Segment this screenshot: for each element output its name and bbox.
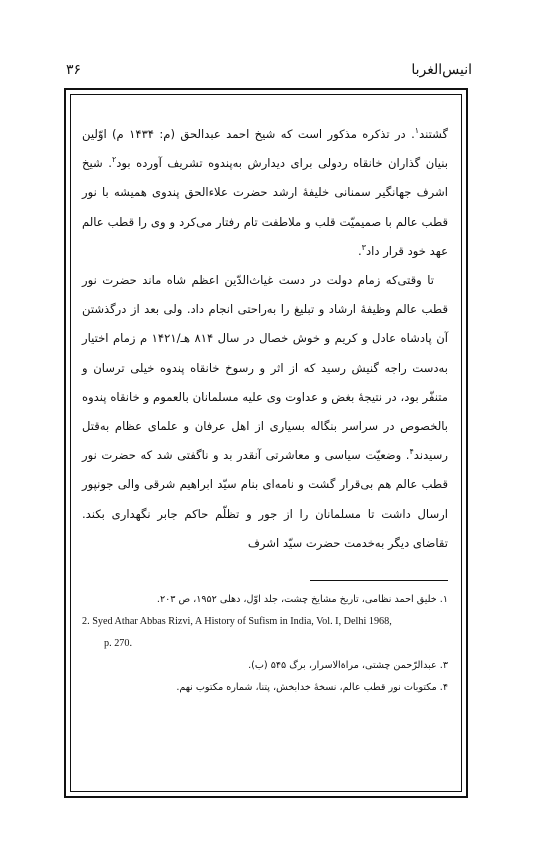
footnote-divider — [310, 580, 448, 581]
footnotes — [82, 589, 448, 699]
footnote-2-continuation: p. 270. — [104, 638, 133, 650]
page-number: ۳۶ — [66, 62, 82, 78]
body-text — [82, 120, 448, 558]
footnote-4: ۴. مکتوبات نور قطب عالم، نسخهٔ خدابخش، پتنا، شماره مکتوب نهم. — [176, 682, 448, 694]
footnote-1: ۱. خلیق احمد نظامی، تاریخ مشایخ چشت، جلد اوّل، دهلی ۱۹۵۲، ص ۲۰۳. — [156, 594, 448, 606]
footnote-2 — [82, 611, 448, 655]
page-content — [82, 120, 448, 699]
footnote-2-text: 2. Syed Athar Abbas Rizvi, A History of Sufism in India, Vol. I, Delhi 1968, — [82, 616, 392, 628]
footnote-3: ۳. عبدالرّحمن چشتی، مراةالاسرار، برگ ۵۴۵ (ب). — [248, 660, 448, 672]
book-title: انیس‌الغربا — [411, 62, 472, 78]
paragraph-2: تا وقتی‌که زمام دولت در دست غیاث‌الدّین اعظم شاه ماند حضرت نور قطب عالم وظیفهٔ ارشاد و تبلیغ را به‌راحتی انجام داد. ولی بعد از درگذشتن آن پادشاه عادل و کریم و خوش خصال در سال ۸۱۴ هـ/۱۴۲۱ م زمام اختیار به‌دست راجه گنیش رسید که از اثر و رسوخ خانقاه پندوه خیلی ترسان و متنفّر بود، در نتیجهٔ بغض و عداوت وی علیه مسلمانان بالعموم و خانقاه پندوه بالخصوص در سراسر بنگاله بسیاری از اهل عرفان و علمای عظام به‌قتل رسیدند$^۴$. وضعیّت سیاسی و معاشرتی آنقدر بد و ناگفتی شد که حضرت نور قطب عالم هم بی‌قرار گشت و نامه‌ای بنام سیّد ابراهیم شرقی والی جونپور ارسال داشت تا مسلمانان را از جور و تظلّم حاکم جابر نگهداری بکند. تقاضای دیگر به‌خدمت حضرت سیّد اشرف — [82, 273, 448, 550]
paragraph-1: گشتند$^۱$. در تذکره مذکور است که شیخ احمد عبدالحق (م: ۱۴۳۴ م) اوّلین بنیان گذاران خانقاه ردولی برای دیدارش به‌پندوه تشریف آورده بود$^۲$. شیخ اشرف جهانگیر سمنانی خلیفهٔ ارشد حضرت علاءالحق پندوی همیشه با نور قطب عالم با صمیمیّت قلب و ملاطفت تام رفتار می‌کرد و وی را قطب عالم عهد خود قرار داد$^۳$. — [82, 126, 449, 258]
page-header — [66, 62, 472, 82]
